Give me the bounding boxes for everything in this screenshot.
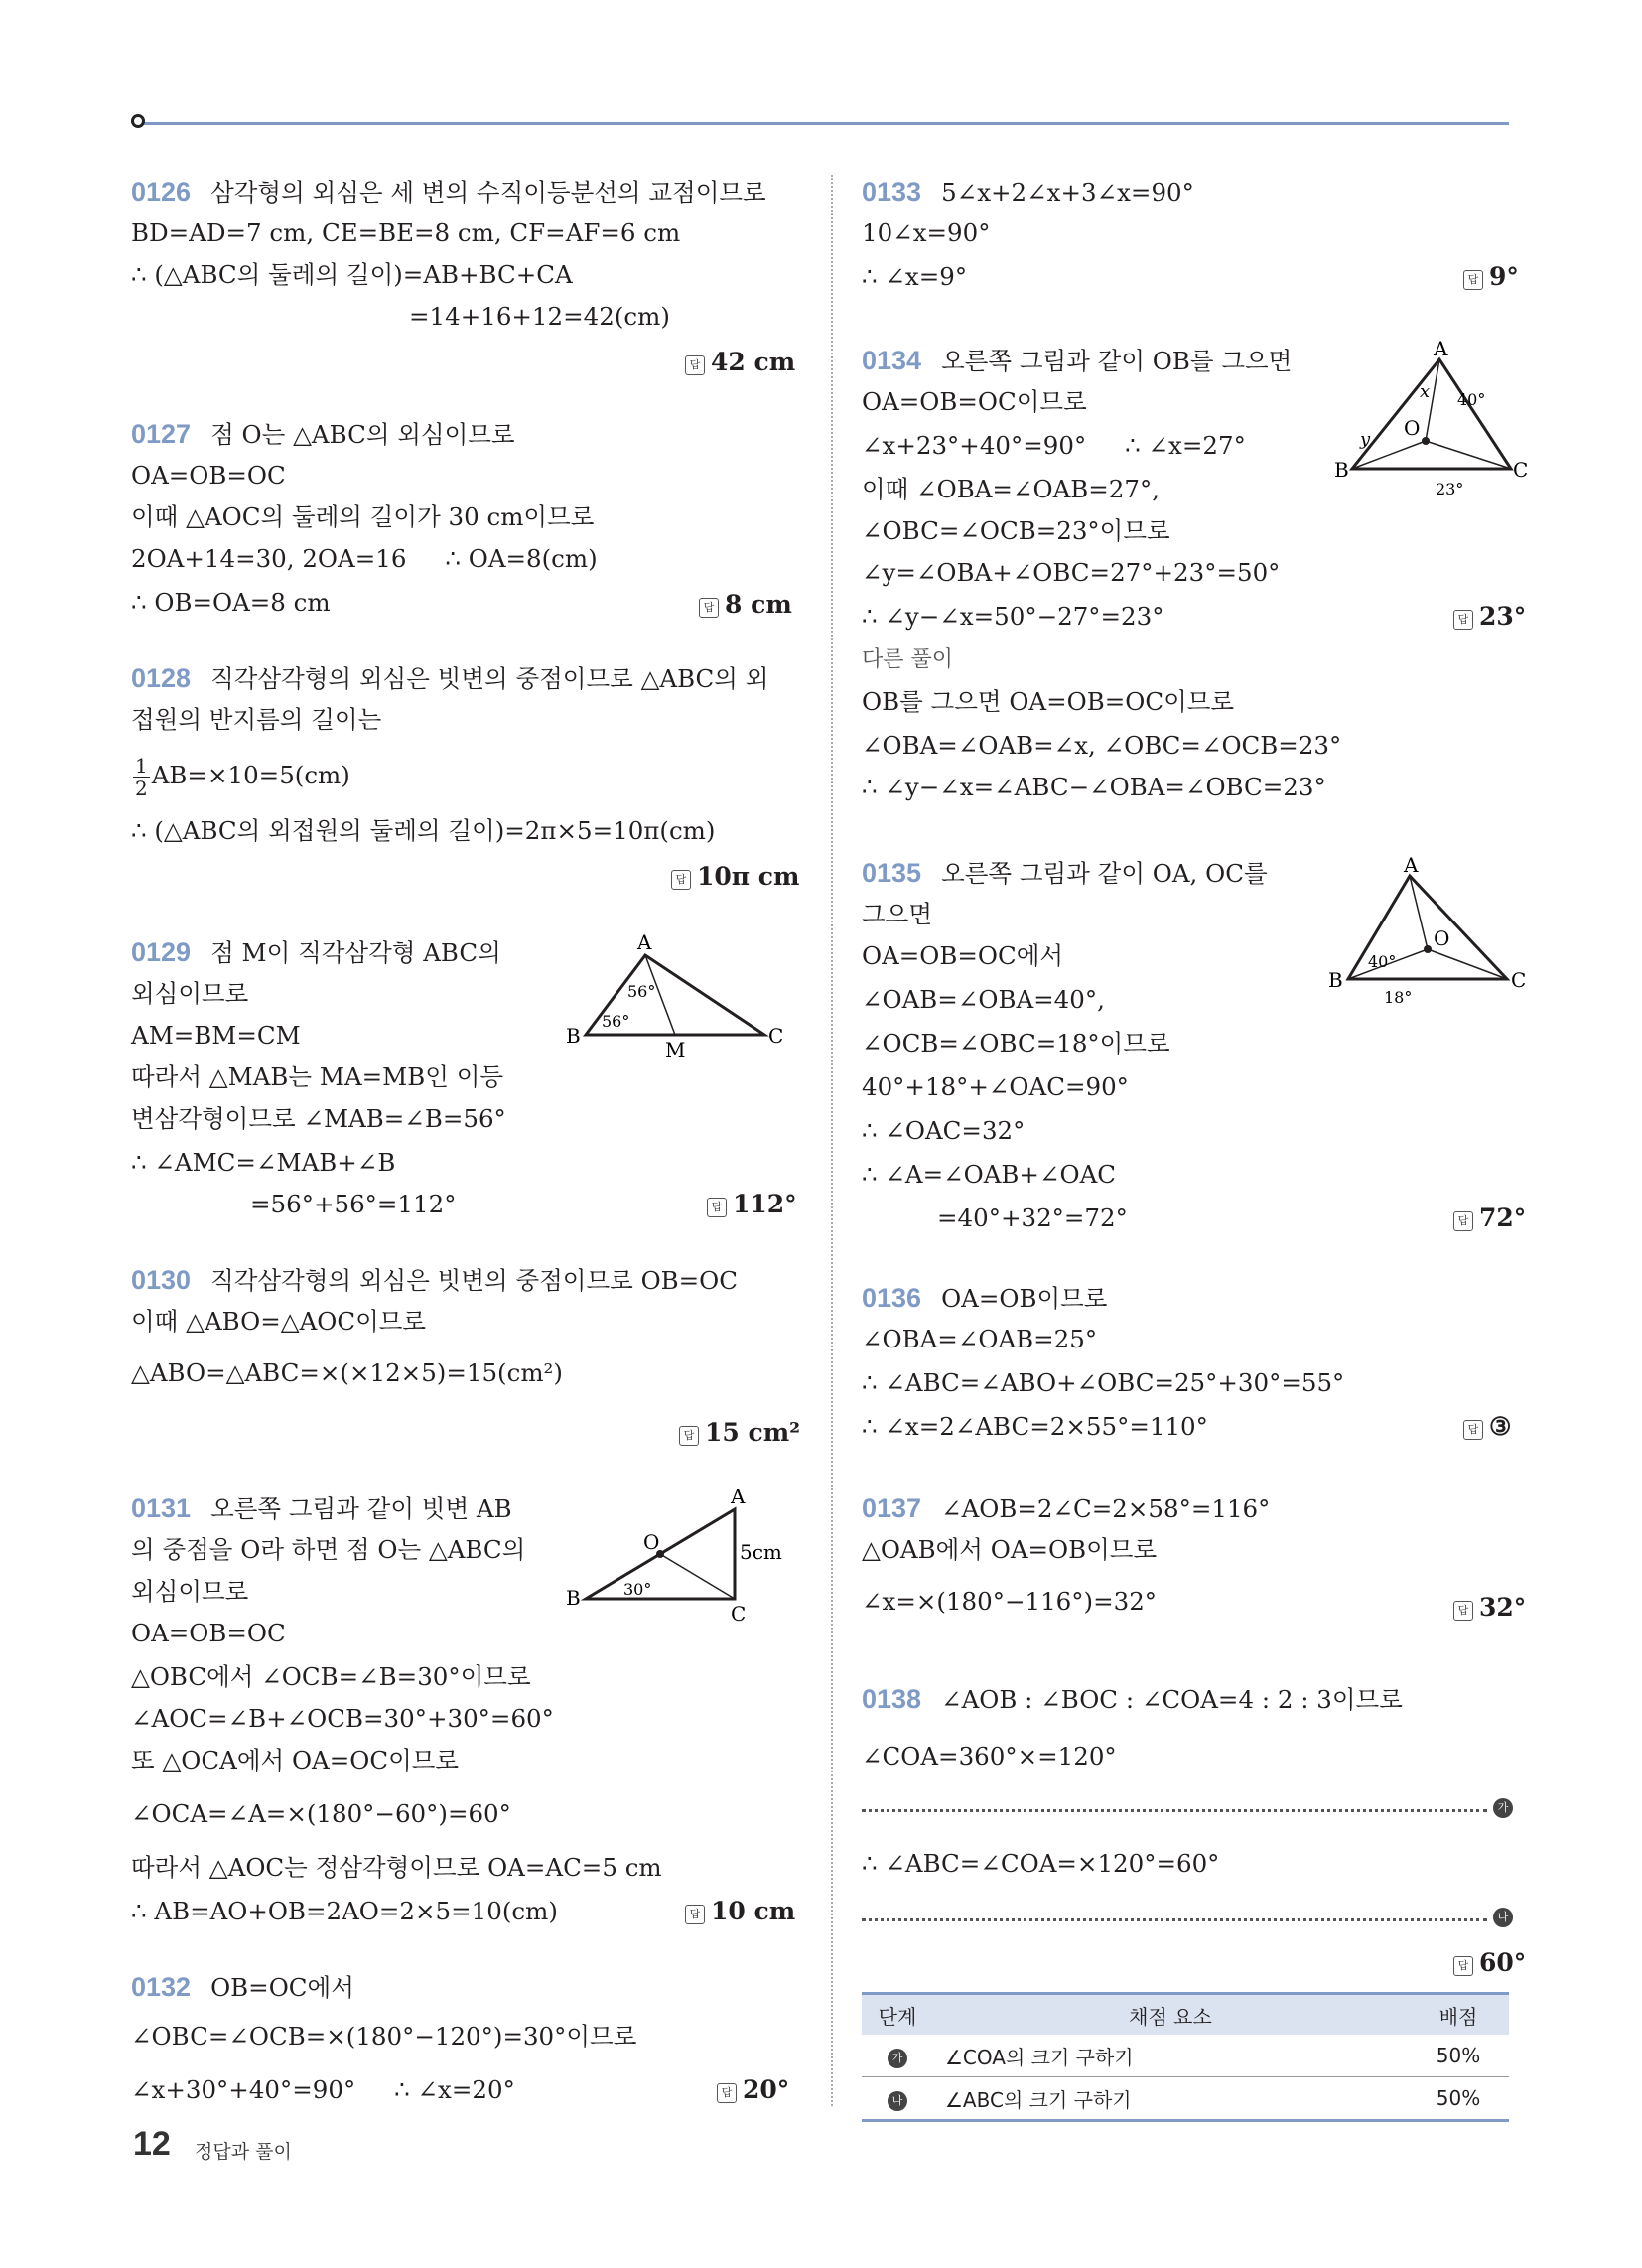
p0129-label-A: A [637, 933, 652, 954]
p0131-line5: △OBC에서 ∠OCB=∠B=30°이므로 [131, 1662, 531, 1691]
p0131-label-O: O [643, 1530, 660, 1554]
p0135-label-40: 40° [1368, 952, 1397, 971]
p0131-line6: ∠AOC=∠B+∠OCB=30°+30°=60° [131, 1704, 554, 1733]
p0135-answer: 답 72° [1453, 1204, 1526, 1232]
p0135-line6: 40°+18°+∠OAC=90° [862, 1072, 1129, 1101]
p0133-line1: 0133 5∠x+2∠x+3∠x=90° [862, 177, 1194, 207]
row2-item: ∠ABC의 크기 구하기 [933, 2077, 1408, 2121]
p0132-line1: 0132 OB=OC에서 [131, 1972, 354, 2002]
p0135-label-B: B [1328, 968, 1343, 992]
p0131-answer: 답 10 cm [685, 1897, 795, 1925]
row1-points: 50% [1408, 2035, 1509, 2077]
p0134-line4: 이때 ∠OBA=∠OAB=27°, [862, 475, 1161, 503]
p0135-line2: 그으면 [862, 900, 933, 928]
p0130-line2: 이때 △ABO=△AOC이므로 [131, 1307, 427, 1336]
p0127-line4: 2OA+14=30, 2OA=16 ∴ OA=8(cm) [131, 544, 598, 573]
p0134-point-O [1422, 437, 1430, 445]
p0134-label-23: 23° [1436, 480, 1464, 498]
p0131-label-side: 5cm [740, 1540, 782, 1564]
p0131-line4: OA=OB=OC [131, 1619, 286, 1647]
p0131-line1: 0131 오른쪽 그림과 같이 빗변 AB [131, 1493, 512, 1523]
p0136-line1: 0136 OA=OB이므로 [862, 1283, 1108, 1313]
p0135-label-A: A [1404, 856, 1419, 877]
p0127-line1: 0127 점 O는 △ABC의 외심이므로 [131, 419, 515, 449]
p0134-answer: 답 23° [1453, 602, 1526, 631]
th-points: 배점 [1408, 1994, 1509, 2036]
p0135-line1: 0135 오른쪽 그림과 같이 OA, OC를 [862, 858, 1268, 888]
p0128-line4: ∴ (△ABC의 외접원의 둘레의 길이)=2π×5=10π(cm) [131, 816, 716, 845]
p0129-line2: 외심이므로 [131, 979, 249, 1008]
p0132-answer: 답 20° [717, 2075, 789, 2104]
p0136-line3: ∴ ∠ABC=∠ABO+∠OBC=25°+30°=55° [862, 1368, 1345, 1397]
p0138-line2: ∠COA=360°×=120° [862, 1742, 1117, 1771]
p0137-line1: 0137 ∠AOB=2∠C=2×58°=116° [862, 1493, 1271, 1523]
p0131-line2: 의 중점을 O라 하면 점 O는 △ABC의 [131, 1535, 526, 1564]
p0131-line9: 따라서 △AOC는 정삼각형이므로 OA=AC=5 cm [131, 1853, 662, 1882]
p0126-answer: 답 42 cm [685, 348, 795, 376]
p0128-line3: $\frac{1}{2}$ AB=×10=5(cm) [135, 754, 350, 800]
p0126-line1: 0126 삼각형의 외심은 세 변의 수직이등분선의 교점이므로 [131, 177, 766, 207]
p0129-line4: 따라서 △MAB는 MA=MB인 이등 [131, 1063, 504, 1091]
p0127-line2: OA=OB=OC [131, 461, 286, 490]
p0134-label-y: y [1360, 429, 1371, 450]
p0138-step1-badge: 가 [1493, 1798, 1513, 1818]
p0137-line3: ∠x=×(180°−116°)=32° [862, 1587, 1158, 1616]
p0135-point-O [1424, 945, 1432, 953]
row1-step: 가 [888, 2049, 907, 2068]
p0134-line6: ∠y=∠OBA+∠OBC=27°+23°=50° [862, 558, 1281, 587]
table-row [862, 2077, 1509, 2121]
p0129-line6: ∴ ∠AMC=∠MAB+∠B [131, 1148, 396, 1177]
table-row [862, 2035, 1509, 2077]
p0129-figure [566, 933, 784, 1063]
p0134-label-B: B [1334, 458, 1349, 482]
p0127-line5: ∴ OB=OA=8 cm [131, 588, 331, 617]
p0134-label-C: C [1513, 458, 1529, 482]
p0134-line8: OB를 그으면 OA=OB=OC이므로 [862, 687, 1235, 716]
p0135-line3: OA=OB=OC에서 [862, 941, 1064, 970]
p0130-answer: 답 15 cm² [679, 1418, 800, 1447]
column-divider [831, 175, 833, 2106]
p0131-line8: ∠OCA=∠A=×(180°−60°)=60° [131, 1799, 511, 1828]
p0129-answer: 답 112° [707, 1190, 797, 1218]
scoring-table-header [862, 1994, 1509, 2036]
p0134-line3: ∠x+23°+40°=90° ∴ ∠x=27° [862, 431, 1246, 460]
p0136-answer: 답 ③ [1463, 1412, 1511, 1441]
p0135-line5: ∠OCB=∠OBC=18°이므로 [862, 1029, 1170, 1058]
p0134-line2: OA=OB=OC이므로 [862, 387, 1087, 416]
p0126-line2: BD=AD=7 cm, CE=BE=8 cm, CF=AF=6 cm [131, 218, 681, 247]
row2-step: 나 [888, 2091, 907, 2111]
p0134-label-A: A [1434, 338, 1448, 360]
p0134-label-O: O [1404, 416, 1421, 440]
p0126-line3: ∴ (△ABC의 둘레의 길이)=AB+BC+CA [131, 260, 573, 289]
scoring-table [862, 1992, 1509, 2122]
p0138-divider-1 [862, 1809, 1487, 1812]
p0131-segment-OC [660, 1554, 735, 1599]
p0135-line7: ∴ ∠OAC=32° [862, 1116, 1026, 1145]
p0129-label-C: C [768, 1024, 784, 1048]
p0135-line8: ∴ ∠A=∠OAB+∠OAC [862, 1160, 1117, 1189]
p0134-segment-OC [1426, 441, 1511, 469]
p0135-line9: =40°+32°=72° [937, 1204, 1128, 1232]
p0131-label-A: A [731, 1489, 746, 1508]
page-number: 12 [133, 2125, 171, 2163]
p0129-line1: 0129 점 M이 직각삼각형 ABC의 [131, 937, 501, 967]
row2-points: 50% [1408, 2077, 1509, 2121]
p0129-line5: 변삼각형이므로 ∠MAB=∠B=56° [131, 1104, 506, 1133]
p0128-answer: 답 10π cm [671, 862, 799, 891]
p0131-line10: ∴ AB=AO+OB=2AO=2×5=10(cm) [131, 1897, 558, 1925]
p0126-number: 0126 [131, 177, 192, 207]
p0135-line4: ∠OAB=∠OBA=40°, [862, 985, 1105, 1014]
p0133-answer: 답 9° [1463, 262, 1519, 291]
p0135-segment-OC [1428, 949, 1507, 979]
p0138-line3: ∴ ∠ABC=∠COA=×120°=60° [862, 1849, 1220, 1878]
p0135-figure [1324, 856, 1533, 1015]
p0138-line1: 0138 ∠AOB : ∠BOC : ∠COA=4 : 2 : 3이므로 [862, 1684, 1403, 1714]
p0135-label-18: 18° [1384, 988, 1413, 1007]
p0137-answer: 답 32° [1453, 1593, 1526, 1622]
p0134-label-40: 40° [1457, 390, 1486, 409]
p0128-line2: 접원의 반지름의 길이는 [131, 705, 382, 734]
p0131-label-C: C [731, 1602, 747, 1626]
p0129-angle-B: 56° [602, 1012, 630, 1031]
p0129-label-B: B [566, 1024, 581, 1048]
p0131-label-B: B [566, 1586, 581, 1610]
p0129-angle-A: 56° [627, 982, 656, 1001]
p0134-line10: ∴ ∠y−∠x=∠ABC−∠OBA=∠OBC=23° [862, 773, 1326, 801]
page-title: 정답과 풀이 [195, 2141, 292, 2163]
header-dot [131, 114, 145, 128]
p0136-line4: ∴ ∠x=2∠ABC=2×55°=110° [862, 1412, 1208, 1441]
p0130-line1: 0130 직각삼각형의 외심은 빗변의 중점이므로 OB=OC [131, 1265, 739, 1295]
p0134-line9: ∠OBA=∠OAB=∠x, ∠OBC=∠OCB=23° [862, 731, 1342, 760]
th-step: 단계 [862, 1994, 933, 2036]
p0129-line7: =56°+56°=112° [250, 1190, 457, 1218]
p0137-line2: △OAB에서 OA=OB이므로 [862, 1535, 1158, 1564]
p0134-label-x: x [1420, 381, 1431, 402]
p0128-line1: 0128 직각삼각형의 외심은 빗변의 중점이므로 △ABC의 외 [131, 663, 769, 693]
p0129-label-M: M [665, 1038, 686, 1062]
p0134-alt-heading: 다른 풀이 [862, 647, 954, 672]
p0130-line3: △ABO=△ABC=×(×12×5)=15(cm²) [131, 1358, 563, 1387]
p0134-line7: ∴ ∠y−∠x=50°−27°=23° [862, 602, 1164, 631]
p0133-line3: ∴ ∠x=9° [862, 262, 968, 291]
p0132-line2: ∠OBC=∠OCB=×(180°−120°)=30°이므로 [131, 2022, 637, 2051]
p0134-figure [1330, 338, 1529, 506]
p0131-line7: 또 △OCA에서 OA=OC이므로 [131, 1746, 460, 1774]
p0131-line3: 외심이므로 [131, 1577, 249, 1606]
header-rule [139, 122, 1509, 125]
p0132-line3: ∠x+30°+40°=90° ∴ ∠x=20° [131, 2075, 515, 2104]
p0135-label-O: O [1434, 926, 1450, 950]
p0134-triangle [1352, 359, 1511, 469]
p0129-line3: AM=BM=CM [131, 1021, 301, 1050]
p0131-figure [566, 1489, 804, 1629]
p0126-line4: =14+16+12=42(cm) [409, 302, 670, 331]
p0138-answer: 답 60° [1453, 1948, 1526, 1977]
p0127-line3: 이때 △AOC의 둘레의 길이가 30 cm이므로 [131, 502, 595, 531]
p0134-line5: ∠OBC=∠OCB=23°이므로 [862, 516, 1170, 545]
p0133-line2: 10∠x=90° [862, 218, 991, 247]
p0138-step2-badge: 나 [1493, 1908, 1513, 1927]
p0135-label-C: C [1511, 968, 1527, 992]
th-item: 채점 요소 [933, 1994, 1408, 2036]
p0136-line2: ∠OBA=∠OAB=25° [862, 1325, 1098, 1353]
p0127-answer: 답 8 cm [699, 590, 792, 619]
row1-item: ∠COA의 크기 구하기 [933, 2035, 1408, 2077]
p0131-label-angle: 30° [623, 1580, 652, 1599]
p0138-divider-2 [862, 1918, 1487, 1921]
p0134-line1: 0134 오른쪽 그림과 같이 OB를 그으면 [862, 346, 1293, 375]
